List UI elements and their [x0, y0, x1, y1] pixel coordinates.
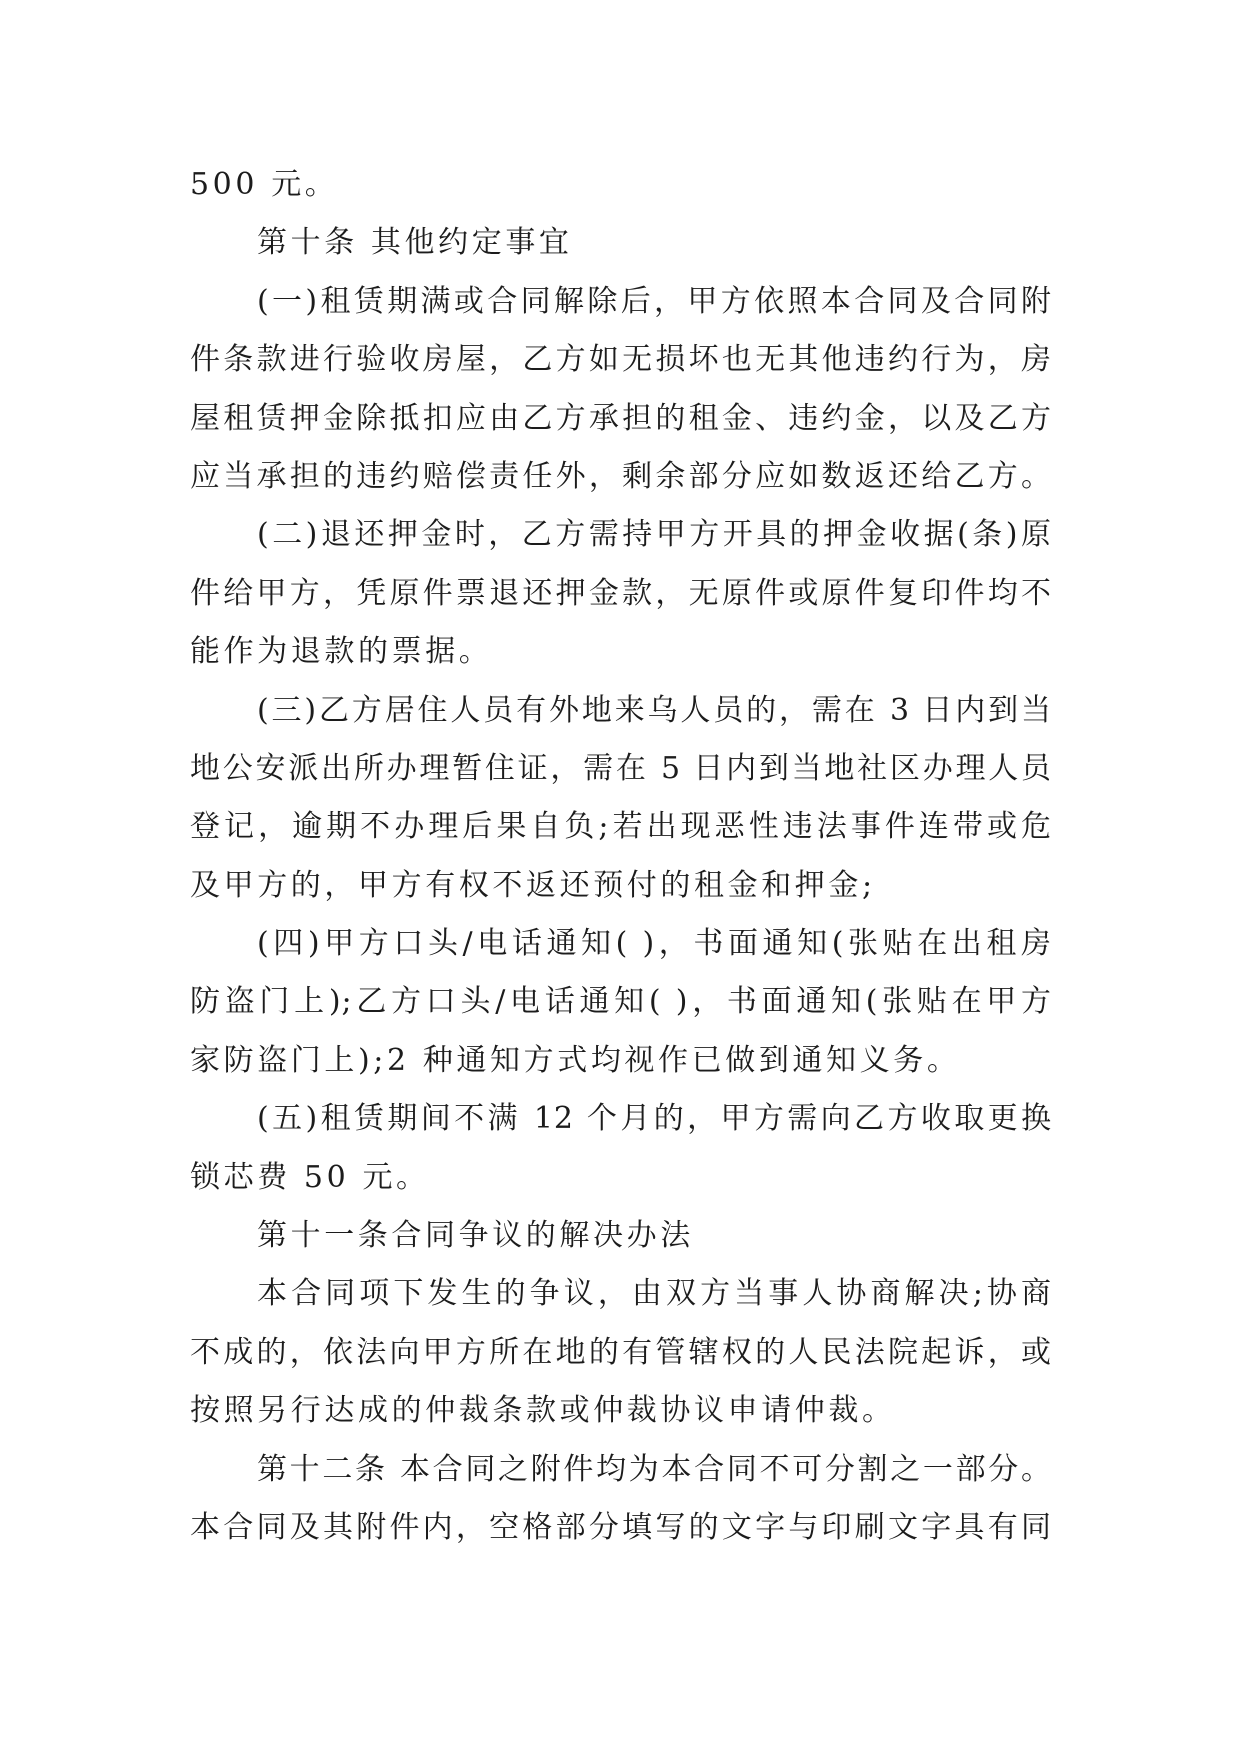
text-line: 500 元。	[190, 167, 339, 202]
text-line: 第十二条 本合同之附件均为本合同不可分割之一部分。	[257, 1451, 1052, 1487]
text-line: 不成的，依法向甲方所在地的有管辖权的人民法院起诉，或	[190, 1334, 1052, 1370]
text-line: 家防盗门上);2 种通知方式均视作已做到通知义务。	[190, 1042, 961, 1078]
text-line: 按照另行达成的仲裁条款或仲裁协议申请仲裁。	[190, 1393, 896, 1429]
article-10-item-1	[190, 273, 1052, 507]
text-line: (五)租赁期间不满 12 个月的，甲方需向乙方收取更换	[257, 1101, 1052, 1137]
text-line: 登记，逾期不办理后果自负;若出现恶性违法事件连带或危	[190, 809, 1052, 845]
text-line: 件给甲方，凭原件票退还押金款，无原件或原件复印件均不	[190, 575, 1052, 611]
text-line: (三)乙方居住人员有外地来乌人员的，需在 3 日内到当	[257, 692, 1052, 728]
text-line: 第十条 其他约定事宜	[257, 225, 573, 261]
article-10-item-5	[190, 1090, 1052, 1207]
text-line: 应当承担的违约赔偿责任外，剩余部分应如数返还给乙方。	[190, 458, 1052, 494]
text-line: 件条款进行验收房屋，乙方如无损坏也无其他违约行为，房	[190, 342, 1052, 378]
continued-text	[190, 156, 1052, 214]
document-body	[190, 156, 1052, 1557]
article-11-body	[190, 1265, 1052, 1440]
text-line: 本合同及其附件内，空格部分填写的文字与印刷文字具有同	[190, 1509, 1052, 1545]
text-line: 屋租赁押金除抵扣应由乙方承担的租金、违约金，以及乙方	[190, 400, 1052, 436]
text-line: 第十一条合同争议的解决办法	[257, 1218, 694, 1254]
article-10-item-2	[190, 506, 1052, 681]
text-line: 地公安派出所办理暂住证，需在 5 日内到当地社区办理人员	[190, 750, 1052, 786]
text-line: 及甲方的，甲方有权不返还预付的租金和押金;	[190, 867, 876, 903]
text-line: 锁芯费 50 元。	[190, 1159, 430, 1195]
article-11-heading	[190, 1207, 1052, 1265]
text-line: 本合同项下发生的争议，由双方当事人协商解决;协商	[257, 1276, 1052, 1312]
text-line: (二)退还押金时，乙方需持甲方开具的押金收据(条)原	[257, 517, 1052, 553]
text-line: 能作为退款的票据。	[190, 634, 493, 670]
article-10-item-3	[190, 682, 1052, 916]
text-line: (一)租赁期满或合同解除后，甲方依照本合同及合同附	[257, 283, 1052, 319]
text-line: (四)甲方口头/电话通知( )，书面通知(张贴在出租房	[257, 926, 1052, 962]
article-12-body	[190, 1441, 1052, 1558]
article-10-heading	[190, 214, 1052, 272]
article-10-item-4	[190, 915, 1052, 1090]
text-line: 防盗门上);乙方口头/电话通知( )，书面通知(张贴在甲方	[190, 984, 1052, 1020]
